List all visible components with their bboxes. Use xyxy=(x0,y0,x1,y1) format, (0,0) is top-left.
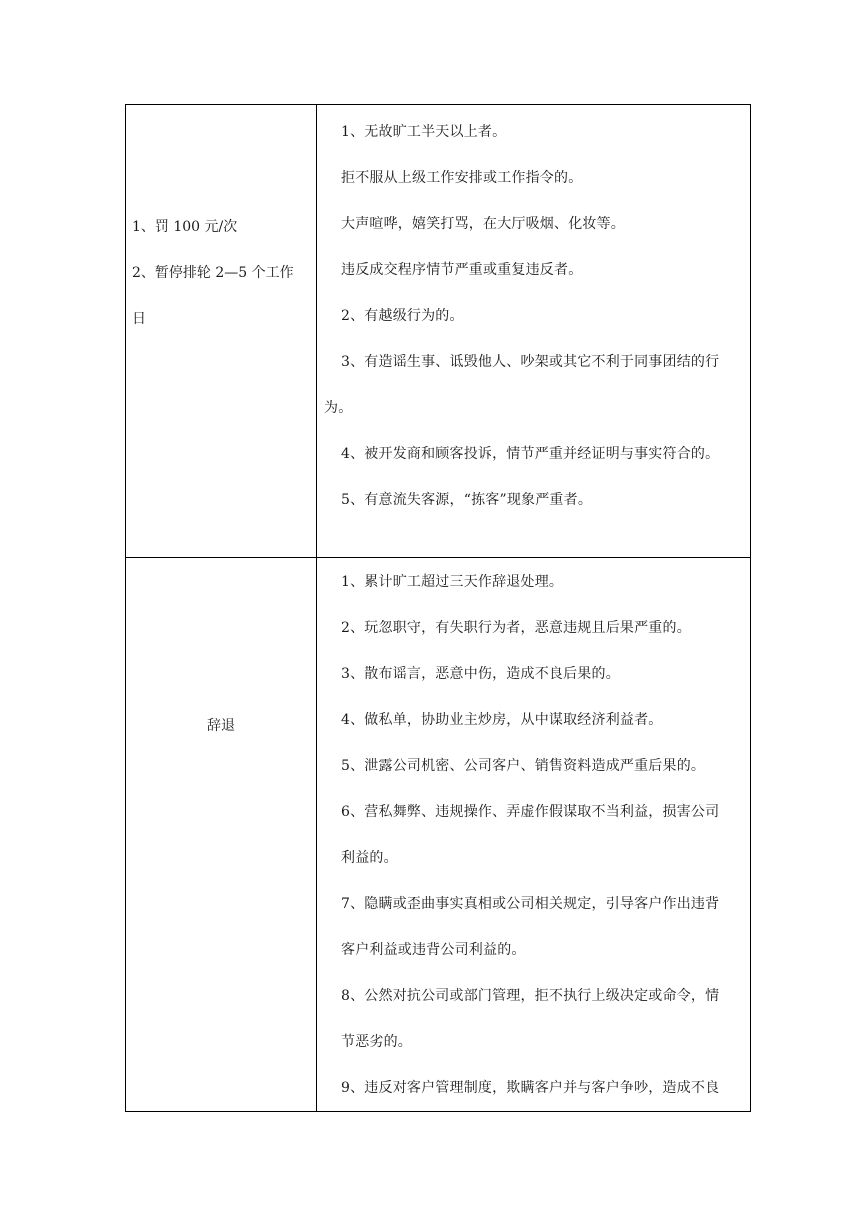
list-item: 3、散布谣言，恶意中伤，造成不良后果的。 xyxy=(341,666,620,682)
list-item: 1、累计旷工超过三天作辞退处理。 xyxy=(341,574,564,590)
penalty-cell xyxy=(126,558,317,1112)
list-item: 1、无故旷工半天以上者。 xyxy=(341,124,507,140)
rules-table xyxy=(125,104,751,1112)
list-item: 2、玩忽职守，有失职行为者，恶意违规且后果严重的。 xyxy=(341,620,691,636)
list-item: 6、营私舞弊、违规操作、弄虚作假谋取不当利益，损害公司 xyxy=(341,804,720,820)
list-item: 9、违反对客户管理制度，欺瞒客户并与客户争吵，造成不良 xyxy=(341,1080,720,1096)
list-item: 节恶劣的。 xyxy=(341,1034,412,1050)
list-item: 4、被开发商和顾客投诉，情节严重并经证明与事实符合的。 xyxy=(341,446,720,462)
penalty-cell xyxy=(126,105,317,558)
violation-cell xyxy=(317,558,751,1112)
list-item: 拒不服从上级工作安排或工作指令的。 xyxy=(341,170,583,186)
list-item: 大声喧哗，嬉笑打骂，在大厅吸烟、化妆等。 xyxy=(341,216,625,232)
list-item: 3、有造谣生事、诋毁他人、吵架或其它不利于同事团结的行 xyxy=(341,354,720,370)
penalty-line: 2、暂停排轮 2—5 个工作 xyxy=(132,265,294,281)
penalty-line: 日 xyxy=(132,311,146,327)
list-item: 2、有越级行为的。 xyxy=(341,308,464,324)
list-item: 为。 xyxy=(324,400,353,416)
list-item: 4、做私单，协助业主炒房，从中谋取经济利益者。 xyxy=(341,712,663,728)
penalty-line: 1、罚 100 元/次 xyxy=(132,219,238,235)
list-item: 5、泄露公司机密、公司客户、销售资料造成严重后果的。 xyxy=(341,758,706,774)
list-item: 客户利益或违背公司利益的。 xyxy=(341,942,526,958)
penalty-label: 辞退 xyxy=(207,718,235,734)
list-item: 8、公然对抗公司或部门管理，拒不执行上级决定或命令，情 xyxy=(341,988,720,1004)
list-item: 7、隐瞒或歪曲事实真相或公司相关规定，引导客户作出违背 xyxy=(341,896,720,912)
list-item: 利益的。 xyxy=(341,850,398,866)
table-row xyxy=(126,558,751,1112)
list-item: 违反成交程序情节严重或重复违反者。 xyxy=(341,262,583,278)
table-row xyxy=(126,105,751,558)
violation-cell xyxy=(317,105,751,558)
list-item: 5、有意流失客源，“拣客”现象严重者。 xyxy=(341,492,593,508)
